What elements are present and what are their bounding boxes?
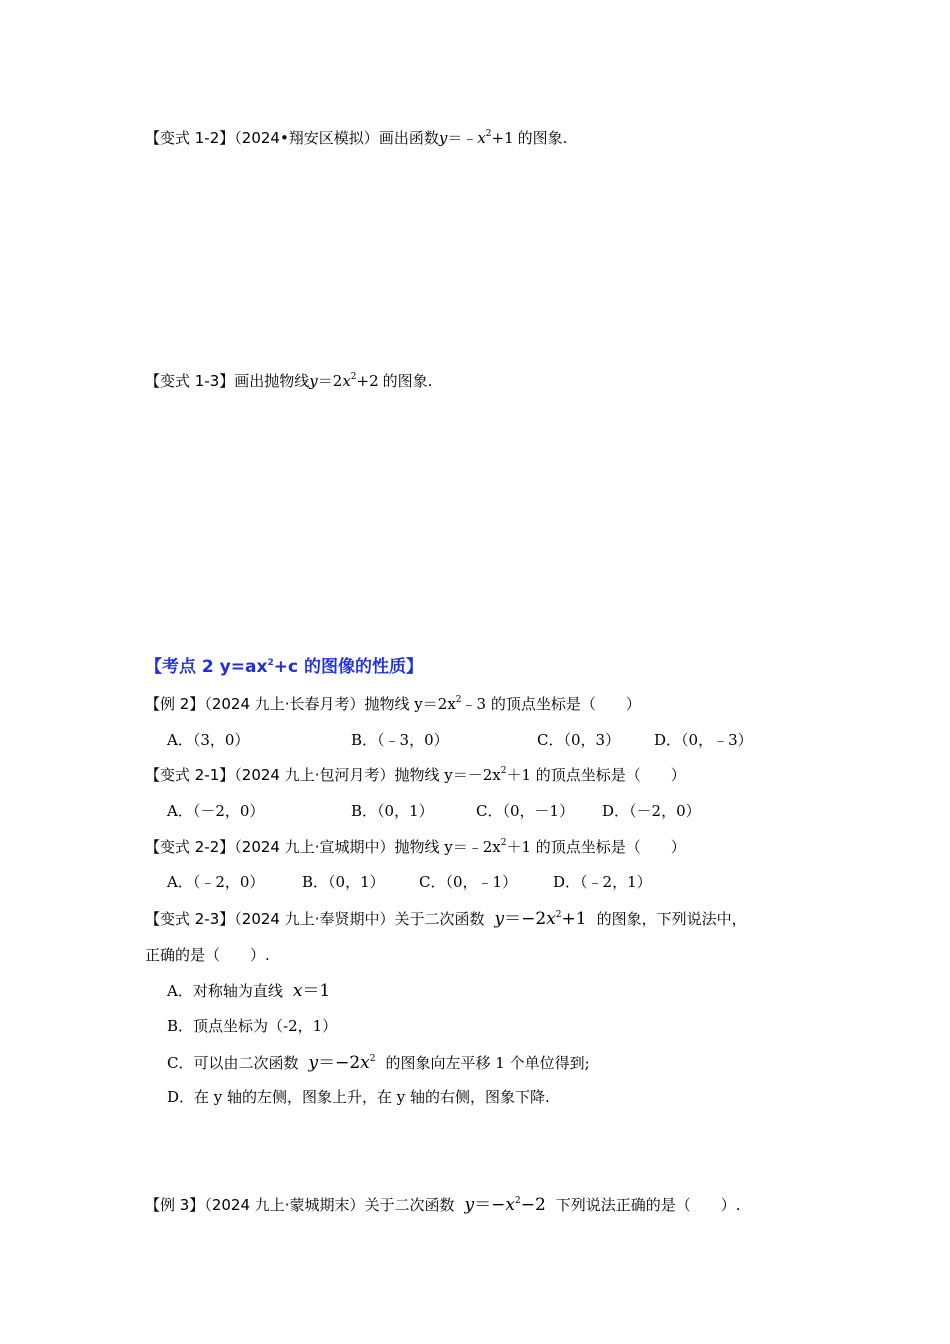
- variant-2-1-option-a: A．（－2，0）: [167, 802, 265, 820]
- variant-2-1-text-post: ＋1 的顶点坐标是（ ）: [506, 766, 686, 784]
- variant-2-3-text-post: 的图象，下列说法中，: [596, 910, 747, 928]
- variant-1-2-question: [145, 127, 567, 149]
- variant-2-2-text-post: ＋1 的顶点坐标是（ ）: [506, 838, 686, 856]
- variant-2-3-formula-x: x: [546, 909, 556, 929]
- variant-1-2-source: （2024•翔安区模拟）: [234, 129, 379, 147]
- variant-1-3-text-end: 的图象.: [382, 372, 433, 390]
- variant-2-3-option-b: B．顶点坐标为（-2，1）: [167, 1017, 338, 1035]
- variant-1-2-text: 画出函数: [378, 129, 439, 147]
- variant-2-3-source: （2024 九上·奉贤期中）: [234, 910, 395, 928]
- variant-2-3-text-pre: 关于二次函数: [394, 910, 485, 928]
- variant-2-2-option-b: B．（0，1）: [302, 873, 385, 891]
- variant-1-3-formula-mid: ＝2: [317, 372, 343, 390]
- variant-1-3-tag: 【变式 1-3】: [145, 372, 235, 390]
- variant-1-3-formula-post: +2: [356, 372, 379, 390]
- variant-2-3-option-c: [167, 1050, 590, 1076]
- example-2-option-c: C．（0，3）: [537, 731, 621, 749]
- variant-2-3-tag: 【变式 2-3】: [145, 910, 235, 928]
- variant-2-2-text-pre: 抛物线 y＝﹣2x: [394, 838, 501, 856]
- example-3-question: [145, 1192, 741, 1218]
- variant-1-2-formula-mid: ＝﹣: [447, 129, 478, 147]
- example-2-tag: 【例 2】: [145, 695, 205, 713]
- variant-1-2-formula-post: +1: [491, 129, 514, 147]
- variant-2-3-question: [145, 906, 747, 932]
- variant-2-3-formula-y: y: [494, 909, 505, 929]
- example-2-question: [145, 693, 641, 715]
- example-3-formula-x: x: [505, 1195, 515, 1215]
- variant-2-2-question: [145, 836, 686, 858]
- variant-2-1-tag: 【变式 2-1】: [145, 766, 235, 784]
- example-3-formula-post: −2: [520, 1195, 546, 1215]
- example-2-text-pre: 抛物线 y＝2x: [364, 695, 456, 713]
- example-2-option-b: B．（﹣3，0）: [351, 731, 449, 749]
- variant-1-2-formula-exp: 2: [485, 129, 492, 139]
- example-2-exp: 2: [455, 695, 462, 705]
- variant-2-3-option-d: D．在 y 轴的左侧，图象上升，在 y 轴的右侧，图象下降.: [167, 1088, 550, 1106]
- variant-2-3-formula-exp: 2: [555, 910, 562, 920]
- example-2-option-a: A．（3，0）: [167, 731, 250, 749]
- example-2-option-d: D．（0，﹣3）: [654, 731, 753, 749]
- variant-2-3-option-c-text: C．可以由二次函数: [167, 1054, 299, 1072]
- variant-1-3-text: 画出抛物线: [234, 372, 310, 390]
- variant-2-3-option-c-exp: 2: [369, 1054, 376, 1064]
- example-3-text-post: 下列说法正确的是（ ）.: [555, 1196, 741, 1214]
- variant-1-3-question: [145, 370, 432, 392]
- variant-2-3-option-a-post: ＝1: [302, 981, 331, 1001]
- variant-2-3-option-a-text: A．对称轴为直线: [167, 982, 283, 1000]
- variant-2-1-option-c: C．（0，－1）: [476, 802, 575, 820]
- variant-2-3-formula-post: +1: [561, 909, 587, 929]
- variant-2-3-option-c-y: y: [308, 1053, 319, 1073]
- example-3-formula-y: y: [464, 1195, 475, 1215]
- variant-2-1-text-pre: 抛物线 y＝－2x: [394, 766, 501, 784]
- variant-2-1-option-b: B．（0，1）: [351, 802, 434, 820]
- example-3-text-pre: 关于二次函数: [364, 1196, 455, 1214]
- variant-2-1-option-d: D．（－2，0）: [602, 802, 701, 820]
- section-2-heading: [145, 656, 423, 678]
- variant-1-3-formula-y: y: [309, 372, 318, 390]
- example-3-formula-mid: ＝−: [474, 1195, 506, 1215]
- variant-1-3-formula-exp: 2: [350, 372, 357, 382]
- section-2-heading-exp: 2: [267, 658, 274, 668]
- example-3-source: （2024 九上·蒙城期末）: [204, 1196, 365, 1214]
- variant-2-3-formula-mid: ＝−2: [504, 909, 547, 929]
- variant-2-2-option-c: C．（0，﹣1）: [419, 873, 518, 891]
- section-2-heading-post: +c 的图像的性质】: [273, 657, 423, 677]
- variant-2-3-option-c-x: x: [360, 1053, 370, 1073]
- variant-2-2-source: （2024 九上·宣城期中）: [234, 838, 395, 856]
- variant-1-2-text-end: 的图象.: [517, 129, 568, 147]
- variant-2-2-tag: 【变式 2-2】: [145, 838, 235, 856]
- variant-2-3-option-c-mid: ＝−2: [318, 1053, 361, 1073]
- section-2-heading-pre: 【考点 2 y=ax: [145, 657, 268, 677]
- variant-1-2-formula-x: x: [477, 129, 486, 147]
- example-2-source: （2024 九上·长春月考）: [204, 695, 365, 713]
- variant-2-2-option-d: D．（﹣2，1）: [553, 873, 652, 891]
- variant-1-2-formula-y: y: [438, 129, 448, 147]
- variant-2-3-option-a-x: x: [292, 981, 303, 1001]
- variant-2-3-option-a: [167, 978, 330, 1004]
- variant-2-1-exp: 2: [500, 766, 507, 776]
- variant-2-1-question: [145, 764, 686, 786]
- variant-2-2-option-a: A．（﹣2，0）: [167, 873, 265, 891]
- variant-1-2-tag: 【变式 1-2】: [145, 129, 235, 147]
- variant-2-3-line2: 正确的是（ ）.: [145, 946, 270, 964]
- variant-1-3-formula-x: x: [342, 372, 351, 390]
- variant-2-1-source: （2024 九上·包河月考）: [234, 766, 395, 784]
- example-2-text-post: ﹣3 的顶点坐标是（ ）: [461, 695, 641, 713]
- variant-2-2-exp: 2: [500, 838, 507, 848]
- example-3-formula-exp: 2: [515, 1196, 521, 1206]
- variant-2-3-option-c-post: 的图象向左平移 1 个单位得到;: [385, 1054, 590, 1072]
- example-3-tag: 【例 3】: [145, 1196, 205, 1214]
